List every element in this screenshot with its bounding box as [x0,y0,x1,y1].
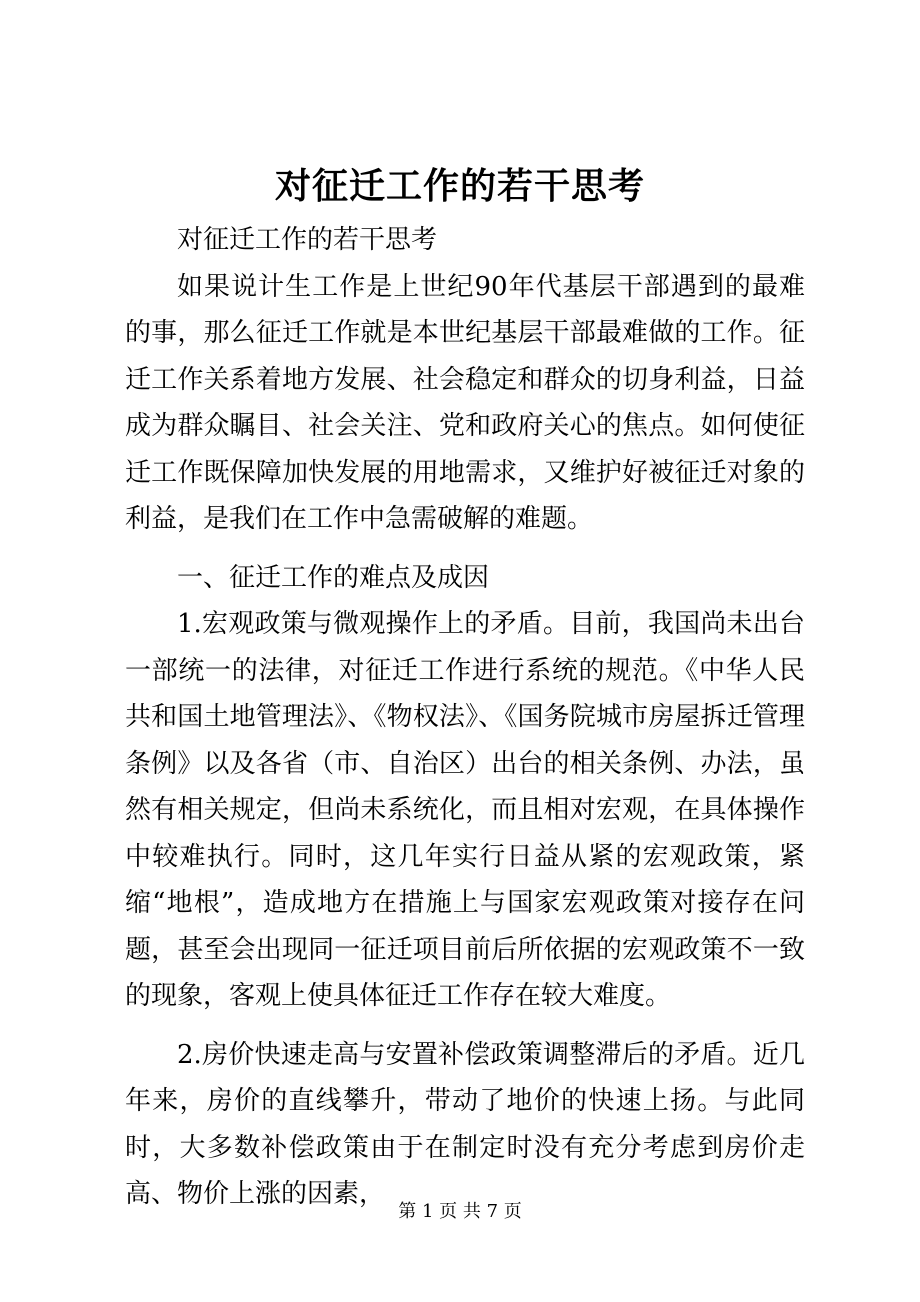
page-footer: 第 1 页 共 7 页 [398,1201,522,1222]
document-body [125,217,805,1218]
paragraph-point-2: 2.房价快速走高与安置补偿政策调整滞后的矛盾。近几年来，房价的直线攀升，带动了地价的快速上扬。与此同时，大多数补偿政策由于在制定时没有充分考虑到房价走高、物价上涨的因素， [125,1039,805,1209]
paragraph-subtitle: 对征迁工作的若干思考 [177,225,438,255]
paragraph-point-1: 1.宏观政策与微观操作上的矛盾。目前，我国尚未出台一部统一的法律，对征迁工作进行系统的规范。《中华人民共和国土地管理法》、《物权法》、《国务院城市房屋拆迁管理条例》以及各省（市、自治区）出台的相关条例、办法，虽然有相关规定，但尚未系统化，而且相对宏观，在具体操作中较难执行。同时，这几年实行日益从紧的宏观政策，紧缩“地根”，造成地方在措施上与国家宏观政策对接存在问题，甚至会出现同一征迁项目前后所依据的宏观政策不一致的现象，客观上使具体征迁工作存在较大难度。 [125,609,805,1011]
paragraph-intro: 如果说计生工作是上世纪90年代基层干部遇到的最难的事，那么征迁工作就是本世纪基层干部最难做的工作。征迁工作关系着地方发展、社会稳定和群众的切身利益，日益成为群众瞩目、社会关注、党和政府关心的焦点。如何使征迁工作既保障加快发展的用地需求，又维护好被征迁对象的利益，是我们在工作中急需破解的难题。 [125,271,805,534]
section-heading: 一、征迁工作的难点及成因 [177,562,490,593]
document-title: 对征迁工作的若干思考 [274,165,645,207]
